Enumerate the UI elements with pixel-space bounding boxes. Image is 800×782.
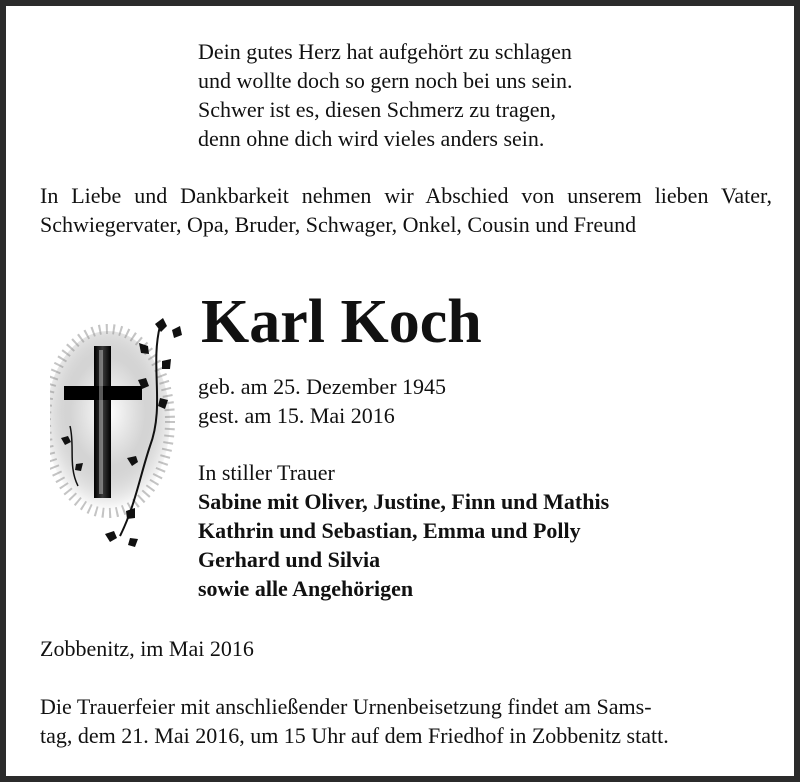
funeral-line: Die Trauerfeier mit anschließender Urnenbeisetzung findet am Sams- — [40, 694, 652, 719]
mourners-block — [198, 458, 609, 603]
funeral-line: tag, dem 21. Mai 2016, um 15 Uhr auf dem Friedhof in Zobbenitz statt. — [40, 723, 669, 748]
birth-date: geb. am 25. Dezember 1945 — [198, 374, 447, 399]
mourner-line: Sabine mit Oliver, Justine, Finn und Mathis — [198, 489, 610, 514]
poem-line: Dein gutes Herz hat aufgehört zu schlagen — [198, 39, 572, 64]
cross-with-ivy-icon — [50, 306, 190, 556]
mourner-line: Gerhard und Silvia — [198, 547, 381, 572]
funeral-info — [40, 692, 772, 750]
poem-line: Schwer ist es, diesen Schmerz zu tragen, — [198, 97, 556, 122]
poem-line: und wollte doch so gern noch bei uns sein. — [198, 68, 573, 93]
life-dates — [198, 372, 446, 430]
place-and-date: Zobbenitz, im Mai 2016 — [40, 636, 254, 661]
deceased-name: Karl Koch — [201, 288, 482, 356]
poem-line: denn ohne dich wird vieles anders sein. — [198, 126, 545, 151]
mourner-line: sowie alle Angehörigen — [198, 576, 414, 601]
death-date: gest. am 15. Mai 2016 — [198, 403, 395, 428]
memorial-poem — [198, 37, 573, 153]
farewell-intro: In Liebe und Dankbarkeit nehmen wir Abschied von unserem lieben Vater, Schwiegervater, Opa, Bruder, Schwager, Onkel, Cousin und Freund — [40, 183, 772, 237]
mourner-line: Kathrin und Sebastian, Emma und Polly — [198, 518, 581, 543]
mourning-label: In stiller Trauer — [198, 460, 335, 485]
